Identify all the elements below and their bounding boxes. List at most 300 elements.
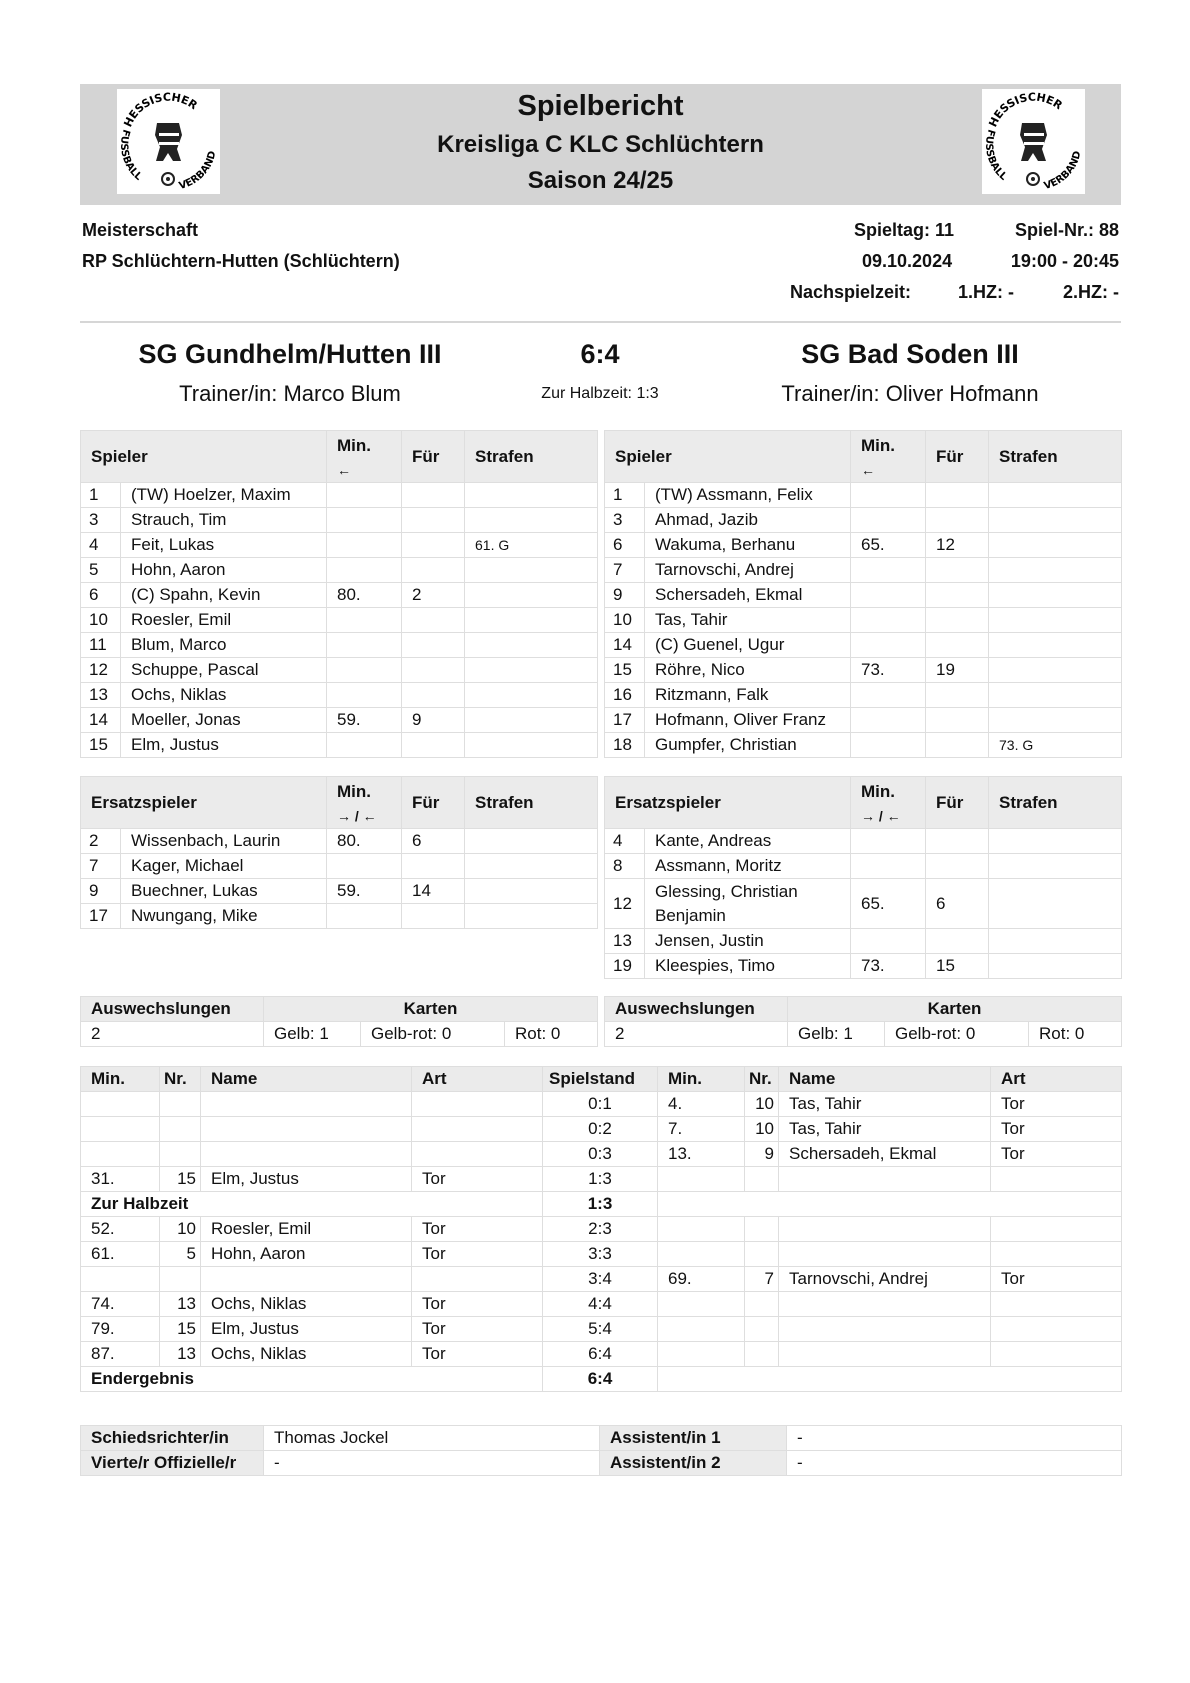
player-row xyxy=(81,533,598,558)
player-minute xyxy=(327,683,402,708)
column-header-minute xyxy=(327,777,402,829)
player-number: 4 xyxy=(605,829,645,854)
official-name: - xyxy=(787,1451,1122,1476)
goal-minute: 31. xyxy=(81,1167,160,1192)
away_stats-summary-table xyxy=(604,996,1122,1047)
goal-score: 0:3 xyxy=(543,1142,658,1167)
goal-number: 15 xyxy=(160,1317,201,1342)
player-name: Kleespies, Timo xyxy=(645,954,851,979)
player-minute: 80. xyxy=(327,583,402,608)
divider xyxy=(80,321,1121,323)
player-name: (C) Spahn, Kevin xyxy=(121,583,327,608)
official-role: Schiedsrichter/in xyxy=(81,1426,264,1451)
player-for: 6 xyxy=(926,879,989,929)
player-penalty: 61. G xyxy=(465,533,598,558)
player-row xyxy=(605,879,1122,929)
player-row xyxy=(81,483,598,508)
goal-score: 0:2 xyxy=(543,1117,658,1142)
report-header xyxy=(80,84,1121,205)
goal-number: 10 xyxy=(745,1092,779,1117)
column-header-minute xyxy=(851,431,926,483)
goal-minute xyxy=(81,1267,160,1292)
player-for xyxy=(926,854,989,879)
goal-type xyxy=(991,1167,1122,1192)
goal-name xyxy=(201,1092,412,1117)
substitutions-header: Auswechslungen xyxy=(81,997,264,1022)
goal-number: 7 xyxy=(745,1267,779,1292)
player-name: Buechner, Lukas xyxy=(121,879,327,904)
player-minute: 73. xyxy=(851,658,926,683)
player-for xyxy=(402,658,465,683)
player-row xyxy=(605,508,1122,533)
phase-label: Zur Halbzeit xyxy=(81,1192,543,1217)
player-minute xyxy=(851,683,926,708)
final-score: 6:4 xyxy=(580,339,620,369)
substitutions-header: Auswechslungen xyxy=(605,997,788,1022)
goal-minute xyxy=(81,1142,160,1167)
column-header-number: Nr. xyxy=(745,1067,779,1092)
goal-row xyxy=(81,1292,1122,1317)
stat-rot: Rot: 0 xyxy=(1029,1022,1122,1047)
player-number: 9 xyxy=(81,879,121,904)
player-penalty xyxy=(465,483,598,508)
goal-row xyxy=(81,1267,1122,1292)
goal-name xyxy=(779,1317,991,1342)
goal-number: 10 xyxy=(160,1217,201,1242)
player-number: 13 xyxy=(81,683,121,708)
player-minute xyxy=(327,658,402,683)
player-for xyxy=(402,483,465,508)
player-name: Gumpfer, Christian xyxy=(645,733,851,758)
goal-type: Tor xyxy=(412,1217,543,1242)
goal-minute: 7. xyxy=(658,1117,745,1142)
minute-label: Min. xyxy=(861,435,896,455)
goal-name: Elm, Justus xyxy=(201,1317,412,1342)
home_players-table xyxy=(80,430,598,758)
goal-row xyxy=(81,1367,1122,1392)
goal-minute xyxy=(81,1092,160,1117)
player-minute xyxy=(851,733,926,758)
away-team: SG Bad Soden III xyxy=(801,339,1019,369)
goal-minute: 13. xyxy=(658,1142,745,1167)
minute-label: Min. xyxy=(337,781,371,801)
player-minute xyxy=(851,508,926,533)
column-header-for: Für xyxy=(402,431,465,483)
player-name: Strauch, Tim xyxy=(121,508,327,533)
player-for xyxy=(926,683,989,708)
goal-name: Roesler, Emil xyxy=(201,1217,412,1242)
column-header-type: Art xyxy=(991,1067,1122,1092)
player-number: 15 xyxy=(81,733,121,758)
player-name: Kante, Andreas xyxy=(645,829,851,854)
player-for xyxy=(926,583,989,608)
svg-text:FUSSBALL: FUSSBALL xyxy=(982,128,1009,183)
player-penalty xyxy=(989,879,1122,929)
player-row xyxy=(605,533,1122,558)
player-for xyxy=(402,683,465,708)
player-name: Feit, Lukas xyxy=(121,533,327,558)
goal-minute xyxy=(658,1292,745,1317)
column-header-name: Name xyxy=(779,1067,991,1092)
goal-type xyxy=(991,1342,1122,1367)
goal-number xyxy=(745,1317,779,1342)
goal-score: 3:3 xyxy=(543,1242,658,1267)
column-header-for: Für xyxy=(402,777,465,829)
official-name: Thomas Jockel xyxy=(264,1426,600,1451)
player-name: Jensen, Justin xyxy=(645,929,851,954)
goal-score: 2:3 xyxy=(543,1217,658,1242)
match-number: Spiel-Nr.: 88 xyxy=(1014,220,1119,240)
goal-minute: 52. xyxy=(81,1217,160,1242)
player-number: 14 xyxy=(81,708,121,733)
player-for: 14 xyxy=(402,879,465,904)
goal-minute xyxy=(658,1317,745,1342)
player-minute xyxy=(327,608,402,633)
goal-number xyxy=(160,1142,201,1167)
player-name: Tas, Tahir xyxy=(645,608,851,633)
home-team: SG Gundhelm/Hutten III xyxy=(138,339,442,369)
substitution-arrow-icon: → / ← xyxy=(861,807,901,824)
player-row xyxy=(605,854,1122,879)
goal-minute: 79. xyxy=(81,1317,160,1342)
extra-time-first-half: 1.HZ: - xyxy=(958,282,1014,302)
table-header-row xyxy=(81,431,598,483)
goal-name: Tarnovschi, Andrej xyxy=(779,1267,991,1292)
goal-type xyxy=(991,1242,1122,1267)
player-minute xyxy=(327,508,402,533)
goal-number: 13 xyxy=(160,1292,201,1317)
player-minute xyxy=(851,483,926,508)
player-for xyxy=(926,829,989,854)
goal-name xyxy=(201,1267,412,1292)
goal-row xyxy=(81,1217,1122,1242)
goal-name: Ochs, Niklas xyxy=(201,1342,412,1367)
player-name: Schersadeh, Ekmal xyxy=(645,583,851,608)
table-header-row xyxy=(605,431,1122,483)
player-name: Ochs, Niklas xyxy=(121,683,327,708)
player-for xyxy=(926,929,989,954)
column-header-player: Ersatzspieler xyxy=(605,777,851,829)
player-name: Hofmann, Oliver Franz xyxy=(645,708,851,733)
goal-type: Tor xyxy=(412,1167,543,1192)
player-for xyxy=(402,733,465,758)
player-penalty xyxy=(465,583,598,608)
player-number: 3 xyxy=(605,508,645,533)
player-row xyxy=(605,633,1122,658)
goal-score: 5:4 xyxy=(543,1317,658,1342)
goal-name xyxy=(779,1242,991,1267)
player-name: Schuppe, Pascal xyxy=(121,658,327,683)
player-row xyxy=(605,929,1122,954)
player-penalty xyxy=(465,854,598,879)
stat-gelbrot: Gelb-rot: 0 xyxy=(885,1022,1029,1047)
player-row xyxy=(81,854,598,879)
table-header-row xyxy=(605,777,1122,829)
goal-type: Tor xyxy=(412,1342,543,1367)
column-header-minute: Min. xyxy=(658,1067,745,1092)
goal-score: 0:1 xyxy=(543,1092,658,1117)
goal-minute xyxy=(658,1242,745,1267)
goal-number: 9 xyxy=(745,1142,779,1167)
player-number: 1 xyxy=(605,483,645,508)
column-header-minute xyxy=(327,431,402,483)
player-row xyxy=(605,708,1122,733)
column-header-type: Art xyxy=(412,1067,543,1092)
player-for xyxy=(402,533,465,558)
goal-number xyxy=(745,1342,779,1367)
goal-type xyxy=(991,1217,1122,1242)
player-penalty xyxy=(989,708,1122,733)
player-number: 16 xyxy=(605,683,645,708)
goal-type xyxy=(412,1267,543,1292)
player-for: 2 xyxy=(402,583,465,608)
player-name: Kager, Michael xyxy=(121,854,327,879)
goal-row xyxy=(81,1342,1122,1367)
goal-row xyxy=(81,1117,1122,1142)
player-penalty xyxy=(465,829,598,854)
goal-type xyxy=(412,1092,543,1117)
stat-gelb: Gelb: 1 xyxy=(264,1022,361,1047)
player-name: (TW) Assmann, Felix xyxy=(645,483,851,508)
player-penalty xyxy=(465,708,598,733)
official-row xyxy=(81,1426,1122,1451)
player-penalty xyxy=(465,658,598,683)
column-header-player: Ersatzspieler xyxy=(81,777,327,829)
player-number: 6 xyxy=(605,533,645,558)
goal-type: Tor xyxy=(412,1242,543,1267)
player-minute xyxy=(327,558,402,583)
away_subs-table xyxy=(604,776,1122,979)
player-for xyxy=(926,608,989,633)
goal-minute xyxy=(81,1117,160,1142)
player-minute: 59. xyxy=(327,879,402,904)
goal-row xyxy=(81,1242,1122,1267)
player-number: 11 xyxy=(81,633,121,658)
player-row xyxy=(81,583,598,608)
goal-name: Ochs, Niklas xyxy=(201,1292,412,1317)
player-row xyxy=(81,608,598,633)
player-minute xyxy=(851,608,926,633)
player-row xyxy=(605,829,1122,854)
player-for: 19 xyxy=(926,658,989,683)
player-name: Wissenbach, Laurin xyxy=(121,829,327,854)
player-minute: 65. xyxy=(851,533,926,558)
player-number: 12 xyxy=(605,879,645,929)
player-number: 8 xyxy=(605,854,645,879)
player-for: 15 xyxy=(926,954,989,979)
player-penalty xyxy=(989,608,1122,633)
player-minute xyxy=(851,558,926,583)
player-number: 5 xyxy=(81,558,121,583)
player-number: 10 xyxy=(605,608,645,633)
goal-type: Tor xyxy=(991,1267,1122,1292)
competition: Meisterschaft xyxy=(82,220,199,240)
home-trainer: Trainer/in: Marco Blum xyxy=(179,381,401,406)
goal-name: Tas, Tahir xyxy=(779,1092,991,1117)
goal-row xyxy=(81,1167,1122,1192)
player-penalty xyxy=(989,954,1122,979)
player-number: 1 xyxy=(81,483,121,508)
official-row xyxy=(81,1451,1122,1476)
goal-type: Tor xyxy=(991,1117,1122,1142)
goal-type: Tor xyxy=(991,1092,1122,1117)
player-name: Assmann, Moritz xyxy=(645,854,851,879)
empty-cell xyxy=(658,1367,1122,1392)
goal-minute xyxy=(658,1167,745,1192)
player-for xyxy=(926,733,989,758)
player-for xyxy=(926,708,989,733)
player-name: (TW) Hoelzer, Maxim xyxy=(121,483,327,508)
column-header-name: Name xyxy=(201,1067,412,1092)
player-penalty xyxy=(465,879,598,904)
player-minute xyxy=(851,829,926,854)
column-header-for: Für xyxy=(926,431,989,483)
goal-minute: 4. xyxy=(658,1092,745,1117)
player-row xyxy=(81,879,598,904)
player-for: 12 xyxy=(926,533,989,558)
report-title: Spielbericht xyxy=(517,90,684,122)
player-number: 12 xyxy=(81,658,121,683)
goal-type: Tor xyxy=(991,1142,1122,1167)
goal-name: Hohn, Aaron xyxy=(201,1242,412,1267)
stat-subs: 2 xyxy=(81,1022,264,1047)
goal-type xyxy=(991,1292,1122,1317)
goal-row xyxy=(81,1142,1122,1167)
official-role: Assistent/in 1 xyxy=(600,1426,787,1451)
officials-table xyxy=(80,1425,1122,1476)
player-for: 6 xyxy=(402,829,465,854)
column-header-penalties: Strafen xyxy=(989,777,1122,829)
player-for xyxy=(402,904,465,929)
player-minute: 80. xyxy=(327,829,402,854)
player-penalty xyxy=(465,683,598,708)
player-penalty: 73. G xyxy=(989,733,1122,758)
goal-type xyxy=(991,1317,1122,1342)
svg-text:HESSISCHER: HESSISCHER xyxy=(121,90,200,130)
player-row xyxy=(605,483,1122,508)
player-for xyxy=(402,854,465,879)
player-for xyxy=(402,558,465,583)
player-name: Glessing, Christian Benjamin xyxy=(645,879,851,929)
venue: RP Schlüchtern-Hutten (Schlüchtern) xyxy=(82,251,400,271)
player-name: Roesler, Emil xyxy=(121,608,327,633)
player-minute xyxy=(327,533,402,558)
player-penalty xyxy=(989,558,1122,583)
player-minute xyxy=(327,854,402,879)
player-name: Wakuma, Berhanu xyxy=(645,533,851,558)
player-minute xyxy=(851,708,926,733)
player-name: Ahmad, Jazib xyxy=(645,508,851,533)
goal-number xyxy=(745,1167,779,1192)
player-row xyxy=(605,583,1122,608)
player-number: 13 xyxy=(605,929,645,954)
column-header-player: Spieler xyxy=(81,431,327,483)
player-row xyxy=(81,658,598,683)
column-header-number: Nr. xyxy=(160,1067,201,1092)
goal-number xyxy=(160,1117,201,1142)
substitution-arrow-icon: → / ← xyxy=(337,807,377,824)
goal-name xyxy=(201,1117,412,1142)
goal-type: Tor xyxy=(412,1317,543,1342)
goal-type: Tor xyxy=(412,1292,543,1317)
goal-minute: 74. xyxy=(81,1292,160,1317)
phase-score: 1:3 xyxy=(543,1192,658,1217)
player-row xyxy=(81,708,598,733)
player-minute: 59. xyxy=(327,708,402,733)
goal-score: 1:3 xyxy=(543,1167,658,1192)
cards-header: Karten xyxy=(788,997,1122,1022)
player-minute xyxy=(851,854,926,879)
player-row xyxy=(81,558,598,583)
goal-number: 13 xyxy=(160,1342,201,1367)
column-header-minute: Min. xyxy=(81,1067,160,1092)
goal-name: Tas, Tahir xyxy=(779,1117,991,1142)
player-minute xyxy=(327,483,402,508)
column-header-player: Spieler xyxy=(605,431,851,483)
svg-text:HESSISCHER: HESSISCHER xyxy=(986,90,1065,130)
column-header-penalties: Strafen xyxy=(465,777,598,829)
player-penalty xyxy=(989,829,1122,854)
goal-number xyxy=(745,1217,779,1242)
goal-minute: 61. xyxy=(81,1242,160,1267)
goal-number: 10 xyxy=(745,1117,779,1142)
player-row xyxy=(81,829,598,854)
player-row xyxy=(605,954,1122,979)
goal-name xyxy=(779,1292,991,1317)
player-number: 15 xyxy=(605,658,645,683)
extra-time-second-half: 2.HZ: - xyxy=(1063,282,1119,302)
goal-minute xyxy=(658,1217,745,1242)
column-header-penalties: Strafen xyxy=(465,431,598,483)
player-penalty xyxy=(989,508,1122,533)
player-name: Nwungang, Mike xyxy=(121,904,327,929)
matchday: Spieltag: 11 xyxy=(854,220,955,240)
goal-score: 3:4 xyxy=(543,1267,658,1292)
stat-rot: Rot: 0 xyxy=(505,1022,598,1047)
player-name: Tarnovschi, Andrej xyxy=(645,558,851,583)
goal-type xyxy=(412,1117,543,1142)
goal-number: 5 xyxy=(160,1242,201,1267)
goal-minute: 87. xyxy=(81,1342,160,1367)
player-number: 2 xyxy=(81,829,121,854)
halftime-score: Zur Halbzeit: 1:3 xyxy=(541,385,659,402)
player-penalty xyxy=(465,733,598,758)
player-for xyxy=(926,558,989,583)
player-row xyxy=(81,508,598,533)
goal-number xyxy=(160,1267,201,1292)
cards-header: Karten xyxy=(264,997,598,1022)
player-number: 14 xyxy=(605,633,645,658)
player-minute xyxy=(851,583,926,608)
player-row xyxy=(605,558,1122,583)
goal-minute xyxy=(658,1342,745,1367)
player-row xyxy=(81,904,598,929)
goal-row xyxy=(81,1092,1122,1117)
player-penalty xyxy=(465,904,598,929)
column-header-penalties: Strafen xyxy=(989,431,1122,483)
empty-cell xyxy=(658,1192,1122,1217)
player-number: 9 xyxy=(605,583,645,608)
player-row xyxy=(81,733,598,758)
table-header-row xyxy=(81,777,598,829)
official-role: Assistent/in 2 xyxy=(600,1451,787,1476)
column-header-minute xyxy=(851,777,926,829)
home_subs-table xyxy=(80,776,598,929)
player-minute xyxy=(327,633,402,658)
player-number: 7 xyxy=(81,854,121,879)
player-number: 4 xyxy=(81,533,121,558)
player-row xyxy=(605,658,1122,683)
